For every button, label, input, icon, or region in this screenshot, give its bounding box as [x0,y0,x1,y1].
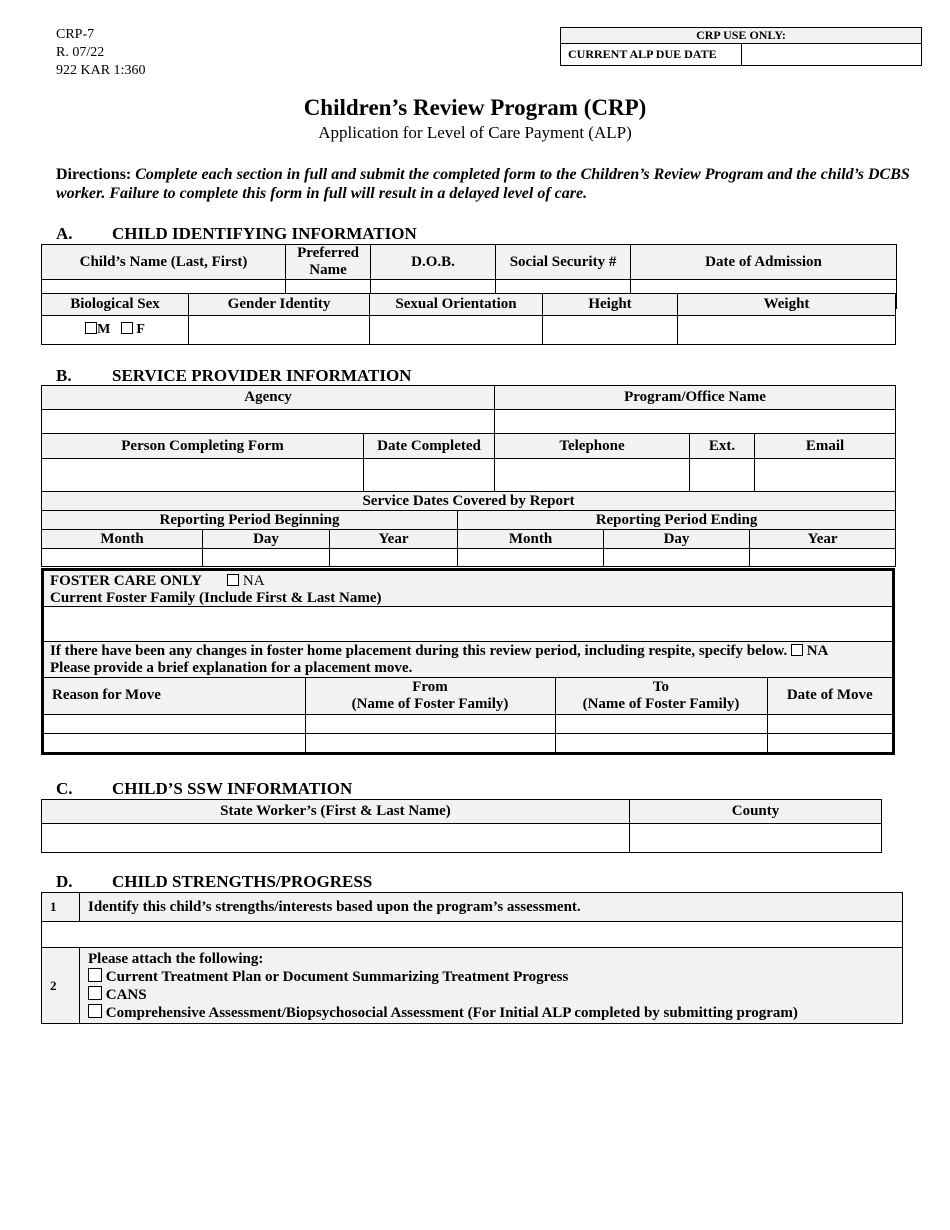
foster-only-label: FOSTER CARE ONLY [50,573,202,589]
alp-due-date-field[interactable] [741,44,922,66]
begin-year-header: Year [330,530,458,549]
item-1-number: 1 [42,893,80,922]
email-header: Email [755,434,896,459]
agency-table [41,385,896,434]
state-worker-header: State Worker’s (First & Last Name) [42,800,630,824]
attach-label: Please attach the following: [88,950,264,967]
use-only-label: CRP USE ONLY: [561,28,922,44]
ext-field[interactable] [690,459,755,492]
county-header: County [630,800,882,824]
to-field-1[interactable] [555,714,767,733]
placement-move-table [44,678,892,754]
comprehensive-assessment-label: Comprehensive Assessment/Biopsychosocial Assessment (For Initial ALP completed by submitting program) [105,1004,798,1021]
section-a-letter: A. [56,224,73,243]
period-beginning-header: Reporting Period Beginning [42,511,458,530]
attachment-item [88,1004,902,1022]
from-label: From [412,678,448,695]
begin-year-field[interactable] [330,549,458,567]
section-d-title: CHILD STRENGTHS/PROGRESS [112,872,373,891]
placement-changes-header [44,642,892,678]
period-ending-header: Reporting Period Ending [458,511,896,530]
sexual-orientation-header: Sexual Orientation [370,294,543,316]
county-field[interactable] [630,824,882,853]
sex-m-checkbox[interactable] [85,322,97,334]
gender-identity-field[interactable] [189,316,370,345]
attachments-cell [80,948,903,1024]
end-year-field[interactable] [750,549,896,567]
agency-field[interactable] [42,410,495,434]
program-office-field[interactable] [495,410,896,434]
sex-f-checkbox[interactable] [121,322,133,334]
sex-f-label: F [136,322,145,337]
attachment-item [88,986,902,1004]
form-header-info [56,26,145,80]
to-label: To [652,678,670,695]
changes-na-label: NA [806,643,829,659]
telephone-header: Telephone [495,434,690,459]
begin-day-field[interactable] [203,549,330,567]
section-b-heading [56,366,411,386]
to-field-2[interactable] [555,733,767,754]
section-b-title: SERVICE PROVIDER INFORMATION [112,366,412,385]
section-c-heading [56,779,352,799]
form-id: CRP-7 [56,27,95,42]
height-header: Height [543,294,678,316]
page-subtitle: Application for Level of Care Payment (ALP) [318,123,632,142]
reason-field-2[interactable] [44,733,305,754]
sex-m-label: M [97,322,111,337]
foster-na-label: NA [242,573,265,589]
section-b-letter: B. [56,366,72,385]
section-a-title: CHILD IDENTIFYING INFORMATION [112,224,417,243]
strengths-field[interactable] [42,922,903,948]
weight-field[interactable] [678,316,896,345]
section-d-heading [56,872,372,892]
begin-month-header: Month [42,530,203,549]
section-c-title: CHILD’S SSW INFORMATION [112,779,353,798]
from-field-2[interactable] [305,733,555,754]
begin-month-field[interactable] [42,549,203,567]
ssw-table [41,799,882,853]
section-a-heading [56,224,417,244]
form-regulation: 922 KAR 1:360 [56,63,146,78]
date-of-move-header: Date of Move [767,678,892,714]
attachment-item [88,968,902,986]
to-sub-label: (Name of Foster Family) [582,695,740,712]
person-completing-field[interactable] [42,459,364,492]
changes-text: If there have been any changes in foster home placement during this review period, including respite, specify below. [50,643,788,659]
end-year-header: Year [750,530,896,549]
cans-checkbox[interactable] [88,986,102,1000]
contact-table [41,433,896,492]
dob-header: D.O.B. [371,245,496,280]
date-completed-field[interactable] [364,459,495,492]
foster-care-block [41,568,895,755]
item-2-number: 2 [42,948,80,1024]
from-header [305,678,555,714]
service-dates-header: Service Dates Covered by Report [42,492,896,511]
preferred-name-header: Preferred Name [286,245,371,280]
child-demographics-table [41,293,896,345]
person-completing-header: Person Completing Form [42,434,364,459]
child-name-header: Child’s Name (Last, First) [42,245,286,280]
from-field-1[interactable] [305,714,555,733]
item-1-text: Identify this child’s strengths/interests based upon the program’s assessment. [80,893,903,922]
program-office-header: Program/Office Name [495,386,896,410]
ssn-header: Social Security # [496,245,631,280]
end-month-header: Month [458,530,604,549]
from-sub-label: (Name of Foster Family) [351,695,509,712]
height-field[interactable] [543,316,678,345]
agency-header: Agency [42,386,495,410]
bio-sex-field [42,316,189,345]
move-date-field-1[interactable] [767,714,892,733]
ext-header: Ext. [690,434,755,459]
explanation-label: Please provide a brief explanation for a placement move. [50,660,413,676]
current-family-field[interactable] [44,607,892,642]
end-day-header: Day [604,530,750,549]
treatment-plan-checkbox[interactable] [88,968,102,982]
form-revision: R. 07/22 [56,45,105,60]
current-family-label: Current Foster Family (Include First & Last Name) [50,590,382,606]
date-completed-header: Date Completed [364,434,495,459]
sexual-orientation-field[interactable] [370,316,543,345]
begin-day-header: Day [203,530,330,549]
reason-field-1[interactable] [44,714,305,733]
end-day-field[interactable] [604,549,750,567]
directions-label: Directions: [56,166,132,183]
bio-sex-header: Biological Sex [42,294,189,316]
page-title: Children’s Review Program (CRP) [303,95,647,120]
crp-use-only-box [560,27,922,66]
gender-identity-header: Gender Identity [189,294,370,316]
foster-header [44,571,892,607]
move-date-field-2[interactable] [767,733,892,754]
reason-header: Reason for Move [44,678,305,714]
strengths-table [41,892,903,1024]
admission-date-header: Date of Admission [631,245,897,280]
telephone-field[interactable] [495,459,690,492]
to-header [555,678,767,714]
section-d-letter: D. [56,872,73,891]
alp-due-label: CURRENT ALP DUE DATE [561,44,742,66]
service-dates-table [41,491,896,567]
directions-text: Complete each section in full and submit the completed form to the Children’s Review Program and the child’s DCBS worker. Failure to complete this form in full will result in a delayed level of care. [56,166,910,202]
weight-header: Weight [678,294,896,316]
cans-label: CANS [105,986,147,1003]
foster-na-checkbox[interactable] [227,574,239,586]
end-month-field[interactable] [458,549,604,567]
treatment-plan-label: Current Treatment Plan or Document Summarizing Treatment Progress [105,968,569,985]
section-c-letter: C. [56,779,73,798]
directions [56,165,916,203]
comprehensive-assessment-checkbox[interactable] [88,1004,102,1018]
state-worker-field[interactable] [42,824,630,853]
changes-na-checkbox[interactable] [791,644,803,656]
email-field[interactable] [755,459,896,492]
